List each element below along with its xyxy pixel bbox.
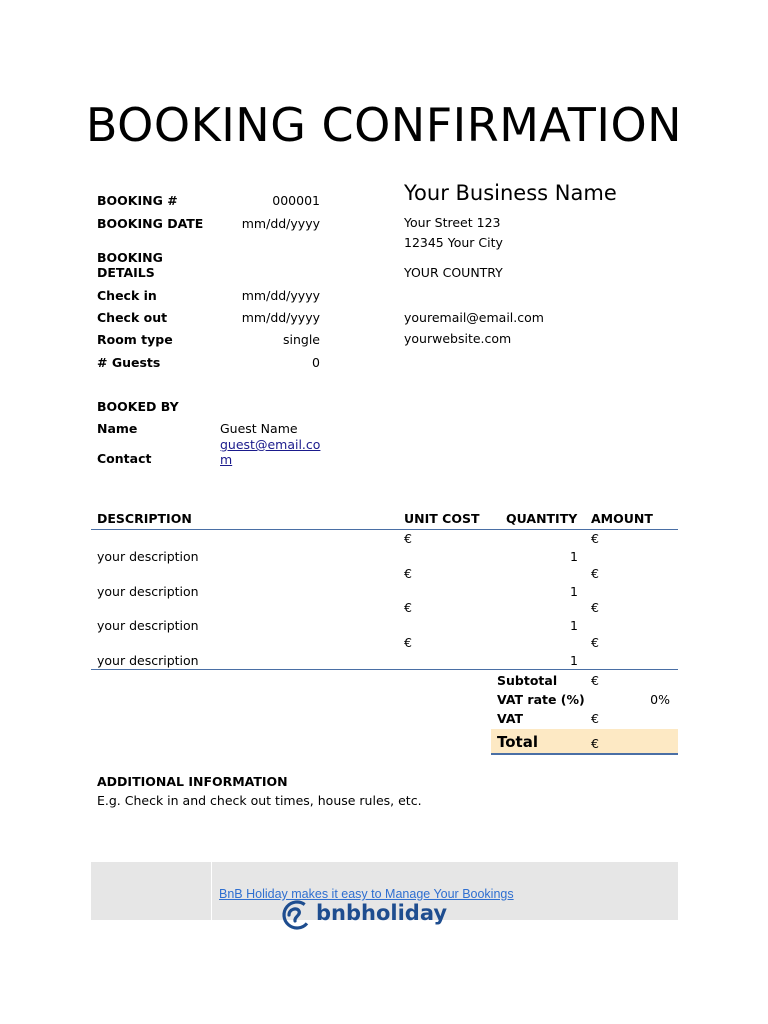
- amount-currency: €: [591, 600, 599, 615]
- row-description: your description: [97, 653, 199, 668]
- contact-label: Contact: [97, 451, 152, 466]
- total-label: Total: [497, 733, 538, 751]
- unit-cost-currency: €: [404, 531, 412, 546]
- row-description: your description: [97, 549, 199, 564]
- vat-rate-label: VAT rate (%): [497, 692, 585, 707]
- checkin-label: Check in: [97, 288, 157, 303]
- guest-name-value: Guest Name: [220, 421, 298, 436]
- guest-email-link-line1[interactable]: guest@email.co: [220, 437, 321, 452]
- bnbholiday-logo-icon: [279, 899, 315, 936]
- total-currency: €: [591, 736, 599, 751]
- col-header-unit-cost: UNIT COST: [404, 511, 480, 526]
- roomtype-value: single: [282, 332, 320, 347]
- roomtype-label: Room type: [97, 332, 173, 347]
- booking-date-label: BOOKING DATE: [97, 216, 204, 231]
- booking-details-label-line2: DETAILS: [97, 265, 155, 280]
- row-quantity: 1: [570, 618, 578, 633]
- row-quantity: 1: [570, 653, 578, 668]
- vat-label: VAT: [497, 711, 524, 726]
- table-header-divider: [91, 529, 678, 530]
- subtotal-label: Subtotal: [497, 673, 558, 688]
- guest-name-label: Name: [97, 421, 138, 436]
- row-description: your description: [97, 618, 199, 633]
- additional-info-text: E.g. Check in and check out times, house rules, etc.: [97, 793, 422, 808]
- business-name: Your Business Name: [404, 181, 617, 205]
- bnbholiday-brand-name[interactable]: bnbholiday: [316, 901, 448, 925]
- guests-label: # Guests: [97, 355, 161, 370]
- business-country: YOUR COUNTRY: [404, 265, 503, 280]
- checkin-value: mm/dd/yyyy: [241, 288, 320, 303]
- booking-number-label: BOOKING #: [97, 193, 178, 208]
- checkout-value: mm/dd/yyyy: [241, 310, 320, 325]
- subtotal-currency: €: [591, 673, 599, 688]
- table-bottom-divider: [91, 669, 678, 670]
- footer-promo-link[interactable]: BnB Holiday makes it easy to Manage Your Bookings: [219, 887, 514, 901]
- row-quantity: 1: [570, 584, 578, 599]
- amount-currency: €: [591, 566, 599, 581]
- guests-value: 0: [312, 355, 320, 370]
- amount-currency: €: [591, 635, 599, 650]
- unit-cost-currency: €: [404, 566, 412, 581]
- booking-details-label-line1: BOOKING: [97, 250, 163, 265]
- business-city: 12345 Your City: [404, 235, 503, 250]
- row-quantity: 1: [570, 549, 578, 564]
- booking-number-value: 000001: [272, 193, 320, 208]
- booked-by-heading: BOOKED BY: [97, 399, 179, 414]
- booking-date-value: mm/dd/yyyy: [241, 216, 320, 231]
- col-header-description: DESCRIPTION: [97, 511, 192, 526]
- unit-cost-currency: €: [404, 600, 412, 615]
- col-header-quantity: QUANTITY: [506, 511, 578, 526]
- unit-cost-currency: €: [404, 635, 412, 650]
- row-description: your description: [97, 584, 199, 599]
- business-email: youremail@email.com: [404, 310, 544, 325]
- guest-email-link-line2[interactable]: m: [220, 452, 233, 467]
- col-header-amount: AMOUNT: [591, 511, 653, 526]
- vat-rate-value: 0%: [650, 692, 670, 707]
- vat-currency: €: [591, 711, 599, 726]
- page-title: BOOKING CONFIRMATION: [85, 98, 683, 152]
- business-street: Your Street 123: [404, 215, 501, 230]
- amount-currency: €: [591, 531, 599, 546]
- footer-divider: [211, 862, 212, 920]
- business-website: yourwebsite.com: [404, 331, 512, 346]
- checkout-label: Check out: [97, 310, 168, 325]
- additional-info-heading: ADDITIONAL INFORMATION: [97, 774, 288, 789]
